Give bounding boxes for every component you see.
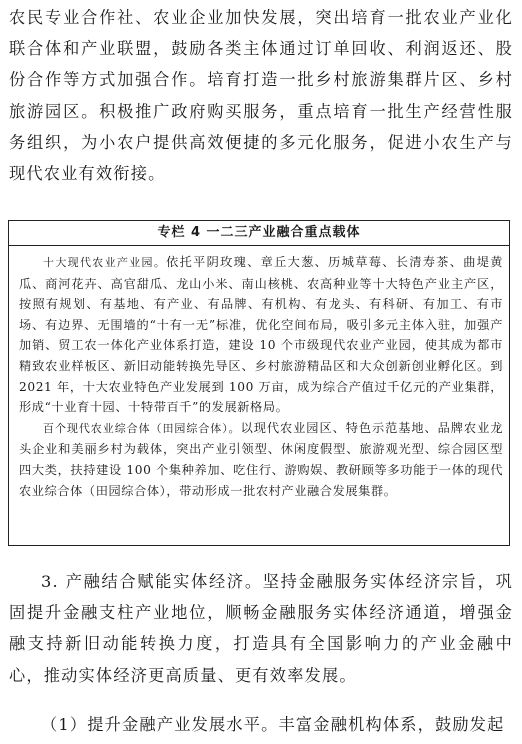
subsection-paragraph: （1）提升金融产业发展水平。丰富金融机构体系，鼓励发起 bbox=[41, 715, 505, 734]
feature-item-lead: 百个现代农业综合体（田园综合体）。 bbox=[43, 421, 241, 435]
feature-item-text: 依托平阴玫瑰、章丘大葱、历城草莓、长清寿茶、曲堤黄瓜、商河花卉、高官甜瓜、龙山小米、南山核桃、农高种业等十大特色产业主产区，按照有规划、有基地、有产业、有品牌、有机构、有龙头、有科研、有加工、有市场、有边界、无围墙的“十有一无”标准，优化空间布局，吸引多元主体入驻，加强产加销、贸工农一体化产业体系打造，建设 10 个市级现代农业产业园，使其成为都市精致农业样板区、新旧动能转换先导区、乡村旅游精品区和大众创新创业孵化区。到 2021 年，十大农业特色产业发展到 100 万亩，成为综合产值过千亿元的产业集群，形成“十业育十园、十特带百千”的发展新格局。 bbox=[19, 255, 504, 415]
feature-box bbox=[8, 220, 510, 546]
section-paragraph: 3. 产融结合赋能实体经济。坚持金融服务实体经济宗旨，巩固提升金融支柱产业地位，顺畅金融服务实体经济通道，增强金融支持新旧动能转换力度，打造具有全国影响力的产业金融中心，推动实体经济更高质量、更有效率发展。 bbox=[9, 572, 513, 685]
feature-item-complexes bbox=[19, 418, 503, 501]
feature-item-text: 以现代农业园区、特色示范基地、品牌农业龙头企业和美丽乡村为载体，突出产业引领型、休闲度假型、旅游观光型、综合园区型四大类，扶持建设 100 个集种养加、吃住行、游购娱、教研顾等多功能于一体的现代农业综合体（田园综合体），带动形成一批农村产业融合发展集群。 bbox=[19, 420, 503, 498]
feature-box-body bbox=[9, 246, 509, 501]
feature-box-title: 专栏 4 一二三产业融合重点载体 bbox=[9, 221, 509, 246]
intro-paragraph: 农民专业合作社、农业企业加快发展，突出培育一批农业产业化联合体和产业联盟，鼓励各类主体通过订单回收、利润返还、股份合作等方式加强合作。培育打造一批乡村旅游集群片区、乡村旅游园区。积极推广政府购买服务，重点培育一批生产经营性服务组织，为小农户提供高效便捷的多元化服务，促进小农生产与现代农业有效衔接。 bbox=[9, 8, 513, 184]
feature-item-lead: 十大现代农业产业园。 bbox=[43, 256, 167, 269]
feature-item-industrial-parks bbox=[19, 252, 503, 418]
